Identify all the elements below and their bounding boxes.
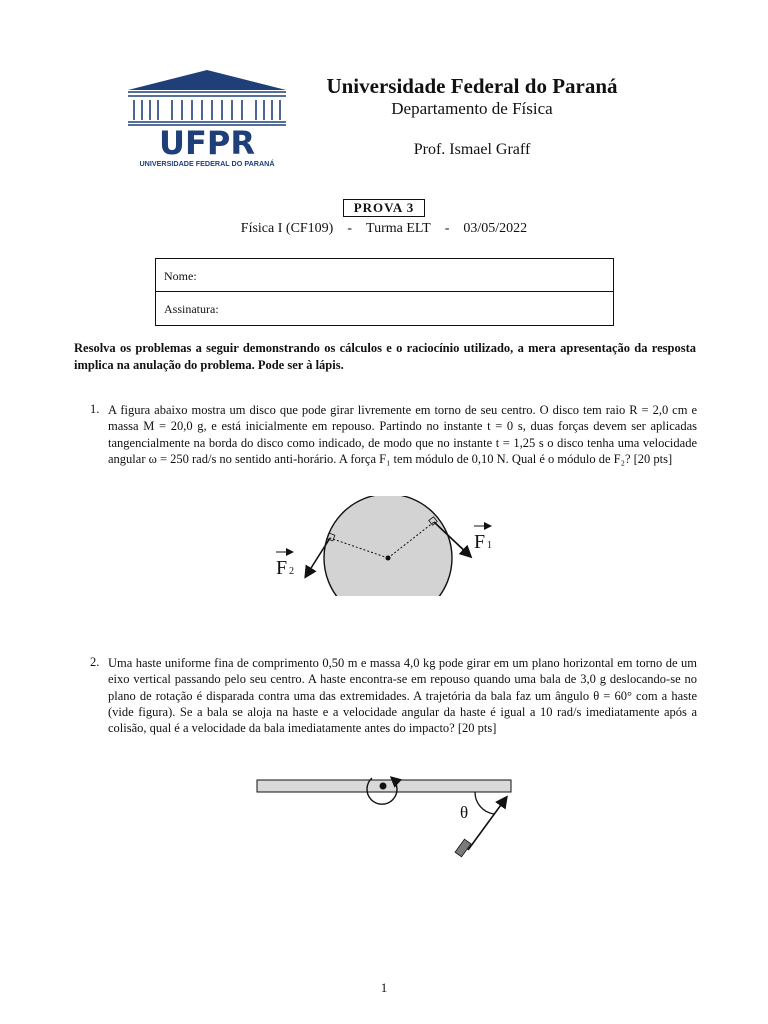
label-f1-sub: 1 (487, 540, 492, 551)
question-2-number: 2. (90, 655, 100, 669)
label-f2: F (276, 557, 288, 579)
question-1-number: 1. (90, 402, 100, 416)
department-name: Departamento de Física (391, 99, 553, 118)
signature-field[interactable] (156, 291, 613, 324)
label-f1: F (474, 531, 486, 553)
page-number: 1 (380, 980, 388, 995)
course-line (0, 221, 768, 237)
student-id-box (155, 258, 614, 326)
svg-text:UFPR: UFPR (159, 124, 255, 162)
disk-diagram (270, 496, 510, 596)
svg-text:UNIVERSIDADE FEDERAL DO PARANÁ: UNIVERSIDADE FEDERAL DO PARANÁ (139, 159, 275, 168)
name-label: Nome: (164, 269, 197, 283)
course-code: Física I (CF109) (240, 221, 334, 236)
question-1-figure (270, 496, 510, 600)
question-1-text: A figura abaixo mostra um disco que pode girar livremente em torno de seu centro. O disco tem raio R = 2,0 cm e massa M = 20,0 g, e está inicialmente em repouso. Partindo no instante t = 0 s, duas forças devem ser aplicadas tangencialmente na borda do disco como indicado, de modo que no instante t = 1,25 s o disco tenha uma velocidade angular ω = 250 rad/s no sentido anti-horário. A força F₁ tem módulo de 0,10 N. Qual é o módulo de F₂? [20 pts] (108, 403, 697, 466)
professor-name: Prof. Ismael Graff (413, 141, 531, 158)
angle-label: θ (460, 803, 469, 822)
university-name: Universidade Federal do Paraná (326, 74, 618, 98)
instructions: Resolva os problemas a seguir demonstrando os cálculos e o raciocínio utilizado, a mera apresentação da resposta implica na anulação do problema. Pode ser à lápis. (74, 341, 696, 372)
pivot (380, 783, 387, 790)
ufpr-building-icon (124, 68, 290, 170)
ufpr-logo (124, 68, 290, 170)
question-2-text: Uma haste uniforme fina de comprimento 0,50 m e massa 4,0 kg pode girar em um plano horizontal em torno de um eixo vertical passando pelo seu centro. A haste encontra-se em repouso quando uma bala de 3,0 g deslocando-se no plano de rotação é disparada contra uma das extremidades. A trajetória da bala faz um ângulo θ = 60° com a haste (vide figura). Se a bala se aloja na haste e a velocidade angular da haste é igual a 10 rad/s imediatamente após a colisão, qual é a velocidade da bala imediatamente antes do impacto? [20 pts] (108, 656, 697, 736)
exam-date: 03/05/2022 (463, 221, 528, 236)
class-name: Turma ELT (366, 221, 431, 236)
disk (324, 496, 452, 596)
angle-arc (475, 792, 494, 814)
separator: - (347, 221, 353, 236)
label-f2-sub: 2 (289, 566, 294, 577)
bullet-trajectory (468, 798, 506, 850)
separator: - (444, 221, 450, 236)
question-2-figure (254, 764, 516, 868)
name-field[interactable] (156, 259, 613, 291)
rod-diagram (254, 764, 516, 864)
exam-title: PROVA 3 (343, 199, 425, 217)
signature-label: Assinatura: (164, 302, 219, 316)
